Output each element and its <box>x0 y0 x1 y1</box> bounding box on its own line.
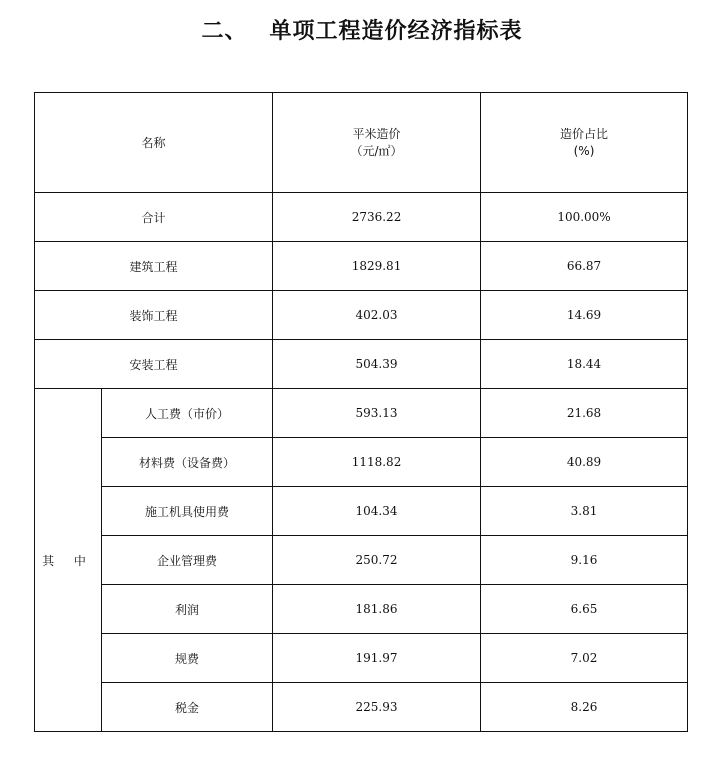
sub-row-unit-cost: 1118.82 <box>273 438 481 487</box>
page-title <box>0 14 724 45</box>
row-unit-cost: 2736.22 <box>273 193 481 242</box>
sub-row-unit-cost: 225.93 <box>273 683 481 732</box>
sub-row-ratio: 3.81 <box>481 487 688 536</box>
cost-index-table <box>34 92 688 732</box>
table-row <box>35 683 688 732</box>
row-name: 合计 <box>35 193 273 242</box>
header-name: 名称 <box>35 93 273 193</box>
sub-row-ratio: 8.26 <box>481 683 688 732</box>
sub-row-name: 施工机具使用费 <box>102 487 273 536</box>
header-row <box>35 93 688 193</box>
sub-row-ratio: 6.65 <box>481 585 688 634</box>
table-row <box>35 242 688 291</box>
sub-row-ratio: 7.02 <box>481 634 688 683</box>
table-row <box>35 585 688 634</box>
row-ratio: 14.69 <box>481 291 688 340</box>
table-row <box>35 536 688 585</box>
row-unit-cost: 1829.81 <box>273 242 481 291</box>
table-row <box>35 487 688 536</box>
sub-row-name: 规费 <box>102 634 273 683</box>
title-text: 单项工程造价经济指标表 <box>269 19 523 44</box>
row-unit-cost: 504.39 <box>273 340 481 389</box>
sub-row-unit-cost: 593.13 <box>273 389 481 438</box>
sub-row-name: 企业管理费 <box>102 536 273 585</box>
sub-row-name: 税金 <box>102 683 273 732</box>
row-name: 安装工程 <box>35 340 273 389</box>
sub-row-unit-cost: 250.72 <box>273 536 481 585</box>
row-unit-cost: 402.03 <box>273 291 481 340</box>
sub-row-unit-cost: 104.34 <box>273 487 481 536</box>
group-label: 其 中 <box>35 389 102 732</box>
table-row <box>35 193 688 242</box>
header-unit-cost: 平米造价 （元/㎡） <box>273 93 481 193</box>
table-row <box>35 634 688 683</box>
sub-row-name: 材料费（设备费） <box>102 438 273 487</box>
row-name: 装饰工程 <box>35 291 273 340</box>
table-row <box>35 291 688 340</box>
row-name: 建筑工程 <box>35 242 273 291</box>
row-ratio: 100.00% <box>481 193 688 242</box>
table-row <box>35 340 688 389</box>
table-row <box>35 389 688 438</box>
sub-row-ratio: 21.68 <box>481 389 688 438</box>
section-number: 二、 <box>201 19 248 44</box>
sub-row-ratio: 40.89 <box>481 438 688 487</box>
table-row <box>35 438 688 487</box>
sub-row-ratio: 9.16 <box>481 536 688 585</box>
row-ratio: 18.44 <box>481 340 688 389</box>
row-ratio: 66.87 <box>481 242 688 291</box>
sub-row-unit-cost: 191.97 <box>273 634 481 683</box>
sub-row-unit-cost: 181.86 <box>273 585 481 634</box>
sub-row-name: 人工费（市价） <box>102 389 273 438</box>
sub-row-name: 利润 <box>102 585 273 634</box>
header-ratio: 造价占比 (%) <box>481 93 688 193</box>
